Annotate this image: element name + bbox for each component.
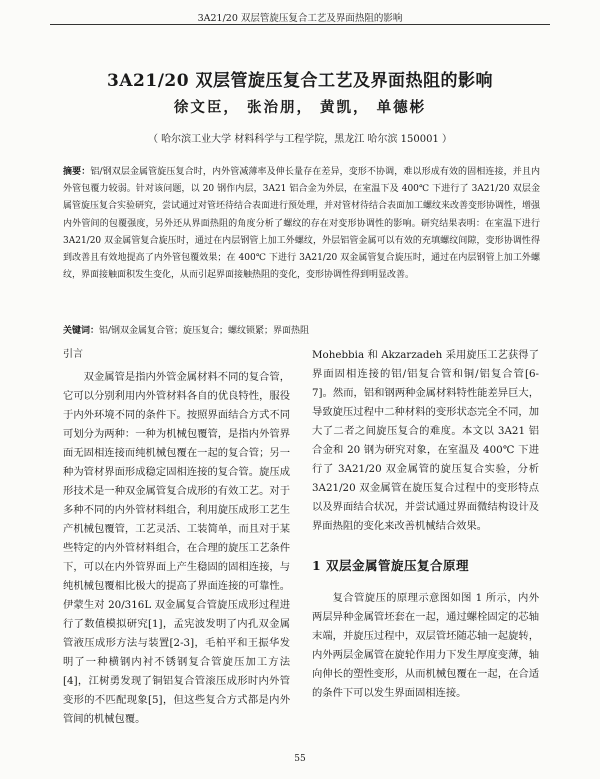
running-header: 3A21/20 双层管旋压复合工艺及界面热阻的影响: [197, 13, 403, 24]
page-number: 55: [294, 754, 306, 764]
intro-heading: 引言: [63, 349, 83, 360]
abstract-text: 铝/钢双层金属管旋压复合时，内外管减薄率及伸长量存在差异，变形不协调，难以形成有效的固相连接，并且内外管包覆力较弱。针对该问题，以 20 钢作内层，3A21 铝合金为外层，在室温下及 400℃ 下进行了 3A21/20 双层金属管旋压复合实验研究，尝试通过对管坯待结合表面进行预处理，并对管材待结合表面加工螺纹来改善变形协调性，增强内外管间的包覆强度，另外还从界面热阻的角度分析了螺纹的存在对变形协调性的影响。研究结果表明：在室温下进行 3A21/20 双金属管复合旋压时，通过在内层钢管上加工外螺纹，外层铝管金属可以有效的充填螺纹间隙，变形协调性得到改善且有效地提高了内外管包覆效果；在 400℃ 下进行 3A21/20 双金属管复合旋压时，通过在内层钢管上加工外螺纹，界面接触面积发生变化，从而引起界面接触热阻的变化，变形协调性得到明显改善。: [63, 167, 541, 281]
keywords: [63, 323, 540, 336]
affiliation: （ 哈尔滨工业大学 材料科学与工程学院，黑龙江 哈尔滨 150001 ）: [147, 134, 453, 145]
header-rule: [50, 24, 550, 25]
abstract-label: 摘要：: [63, 167, 91, 177]
paper-title: 3A21/20 双层管旋压复合工艺及界面热阻的影响: [107, 71, 493, 91]
author-list: 徐文臣， 张治朋， 黄凯， 单德彬: [173, 99, 427, 116]
intro-paragraph-continued: Mohebbia 和 Akzarzadeh 采用旋压工艺获得了界面固相连接的铝/铝复合管和铜/铝复合管[6-7]。然而，铝和钢两种金属材料特性能差异巨大，导致旋压过程中二种材料的变形状态完全不同，加大了二者之间旋压复合的难度。本文以 3A21 铝合金和 20 钢为研究对象，在室温及 400℃ 下进行了 3A21/20 双金属管的旋压复合实验，分析 3A21/20 双金属管在旋压复合过程中的变形特点以及界面结合状况，并尝试通过界面微结构设计及界面热阻的变化来改善机械结合效果。: [312, 349, 539, 532]
section-paragraph: 复合管旋压的原理示意图如图 1 所示，内外两层异种金属管坯套在一起，通过螺栓固定的芯轴末端，并旋压过程中，双层管坯随芯轴一起旋转，内外两层金属管在旋轮作用力下发生厚度变薄，轴向伸长的塑性变形，从而机械包覆在一起，在合适的条件下可以发生界面固相连接。: [312, 592, 539, 699]
keywords-label: 关键词：: [63, 326, 100, 336]
abstract: [63, 164, 540, 284]
left-column: [63, 345, 290, 729]
intro-paragraph: 双金属管是指内外管金属材料不同的复合管，它可以分别利用内外管材料各自的优良特性，服役于内外环境不同的条件下。按照界面结合方式不同可划分为两种：一种为机械包覆管，是指内外管界面无固相连接而纯机械包覆在一起的复合管；另一种为管材界面形成稳定固相连接的复合管。旋压成形技术是一种双金属管复合成形的有效工艺。对于多种不同的内外管材料组合，利用旋压成形工艺生产机械包覆管，工艺灵活、工装简单，而且对于某些特定的内外管材料组合，在合理的旋压工艺条件下，可以在内外管界面上产生稳固的固相连接，与纯机械包覆相比极大的提高了界面连接的可靠性。伊蒙生对 20/316L 双金属复合管旋压成形过程进行了数值模拟研究[1]，孟宪波发明了内孔双金属管液压成形方法与装置[2-3]，毛柏平和王振华发明了一种横钢内衬不锈钢复合管旋压加工方法[4]，江树勇发现了铜铝复合管滚压成形时内外管变形的不匹配现象[5]，但这些复合方式都是内外管间的机械包覆。: [63, 371, 290, 725]
keywords-text: 铝/钢双金属复合管；旋压复合；螺纹锁紧；界面热阻: [99, 326, 310, 336]
right-column: [312, 346, 539, 703]
section-heading: 1 双层金属管旋压复合原理: [312, 558, 470, 573]
